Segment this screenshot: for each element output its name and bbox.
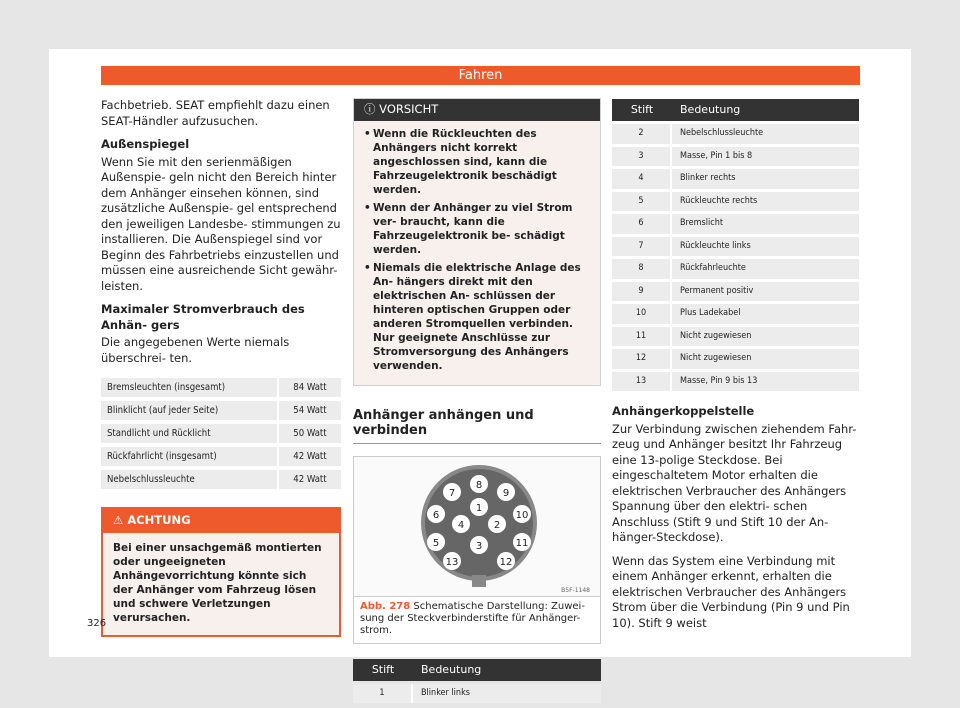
figure-label: Abb. 278 xyxy=(360,600,411,612)
pin-table-start xyxy=(353,656,601,707)
pin-number: 4 xyxy=(612,169,672,189)
section-title: Anhänger anhängen und verbinden xyxy=(353,408,601,444)
pin-label: 2 xyxy=(493,519,501,531)
warning-text: Bei einer unsachgemäß montierten oder ungeeigneten Anhängevorrichtung könnte sich der Anhänger vom Fahrzeug lösen und schwere Verletzungen verursachen. xyxy=(103,533,339,635)
pin-label: 3 xyxy=(475,540,483,552)
wattage-value: 42 Watt xyxy=(277,447,341,466)
connector-svg xyxy=(354,457,600,597)
column-left xyxy=(101,98,341,637)
column-right xyxy=(612,98,859,639)
warning-triangle-icon: ⚠ xyxy=(113,513,124,527)
table-row xyxy=(612,237,859,257)
pin-meaning: Bremslicht xyxy=(672,214,859,234)
pin-number: 9 xyxy=(612,282,672,302)
pin-label: 11 xyxy=(515,537,529,549)
table-row xyxy=(612,192,859,212)
table-row xyxy=(612,372,859,392)
col-header-meaning: Bedeutung xyxy=(672,99,859,121)
table-row xyxy=(612,349,859,369)
col-header-pin: Stift xyxy=(353,659,413,681)
intro-text: Fachbetrieb. SEAT empfiehlt dazu einen SEAT-Händler aufzusuchen. xyxy=(101,98,330,128)
connector-key xyxy=(472,575,486,587)
pin-label: 1 xyxy=(475,502,483,514)
table-row xyxy=(101,378,341,397)
consumer-label: Rückfahrlicht (insgesamt) xyxy=(101,447,277,466)
figure-caption-text: Schematische Darstellung: Zuwei- sung der Steckverbinderstifte für Anhänger- strom. xyxy=(360,600,585,636)
pin-number: 5 xyxy=(612,192,672,212)
pin-meaning: Plus Ladekabel xyxy=(672,304,859,324)
table-row xyxy=(612,124,859,144)
wattage-value: 50 Watt xyxy=(277,424,341,443)
pin-meaning: Permanent positiv xyxy=(672,282,859,302)
pin-meaning: Nebelschlussleuchte xyxy=(672,124,859,144)
consumer-label: Blinklicht (auf jeder Seite) xyxy=(101,401,277,420)
table-row xyxy=(101,424,341,443)
pin-label: 8 xyxy=(475,479,483,491)
pin-meaning: Masse, Pin 9 bis 13 xyxy=(672,372,859,392)
pin-meaning: Rückleuchte links xyxy=(672,237,859,257)
table-row xyxy=(612,282,859,302)
table-row xyxy=(612,214,859,234)
pin-number: 8 xyxy=(612,259,672,279)
pin-label: 7 xyxy=(448,487,456,499)
mirror-text: Wenn Sie mit den serienmäßigen Außenspie- geln nicht den Bereich hinter dem Anhänger einsehen können, sind zusätzliche Außenspie- gel entsprechend den jeweiligen Landesbe- stimmungen zu installieren. Die Außenspiegel sind vor Beginn des Fahrbetriebs einzustellen und müssen eine ausreichende Sicht gewähr- leisten. xyxy=(101,154,341,293)
pin-table-continued xyxy=(612,96,859,394)
caution-item: • Wenn die Rückleuchten des Anhängers nicht korrekt angeschlossen sind, kann die Fahrzeugelektronik beschädigt werden. xyxy=(364,127,590,197)
figure-code: B5F-1148 xyxy=(561,586,590,594)
wattage-value: 42 Watt xyxy=(277,470,341,489)
pin-meaning: Nicht zugewiesen xyxy=(672,349,859,369)
column-middle xyxy=(353,98,601,706)
caution-box xyxy=(353,98,601,386)
page-number: 326 xyxy=(87,618,107,629)
coupling-text-1: Zur Verbindung zwischen ziehendem Fahr- zeug und Anhänger besitzt Ihr Fahrzeug eine 13-polige Steckdose. Bei eingeschaltetem Motor erhalten die elektrischen Verbraucher des Anhängers Spannung über den elektri- schen Anschluss (Stift 9 und Stift 10 der An- hänger-Steckdose). xyxy=(612,421,857,544)
pin-number: 1 xyxy=(353,684,413,704)
pin-number: 3 xyxy=(612,147,672,167)
caution-title: VORSICHT xyxy=(379,102,439,116)
connector-diagram xyxy=(354,457,600,597)
caution-item: • Niemals die elektrische Anlage des An- hängers direkt mit den elektrischen An- schlüssen der hinteren optischen Gruppen oder anderen Stromquellen verbinden. Nur geeignete Anschlüsse zur Stromversorgung des Anhängers verwenden. xyxy=(364,261,590,373)
mirror-heading: Außenspiegel xyxy=(101,137,190,151)
table-row xyxy=(101,470,341,489)
col-header-meaning: Bedeutung xyxy=(413,659,601,681)
pin-number: 6 xyxy=(612,214,672,234)
power-text: Die angegebenen Werte niemals überschrei- ten. xyxy=(101,335,290,365)
caution-header xyxy=(354,99,600,121)
table-row xyxy=(612,304,859,324)
pin-meaning: Blinker rechts xyxy=(672,169,859,189)
warning-header xyxy=(103,509,339,533)
pin-number: 2 xyxy=(612,124,672,144)
warning-title: ACHTUNG xyxy=(127,513,191,527)
coupling-heading: Anhängerkoppelstelle xyxy=(612,404,755,418)
pin-number: 10 xyxy=(612,304,672,324)
pin-label: 12 xyxy=(499,556,513,568)
table-row xyxy=(353,684,601,704)
table-row xyxy=(612,259,859,279)
col-header-pin: Stift xyxy=(612,99,672,121)
warning-box xyxy=(101,507,341,637)
table-row xyxy=(612,169,859,189)
pin-label: 13 xyxy=(445,556,459,568)
power-heading: Maximaler Stromverbrauch des Anhän- gers xyxy=(101,302,305,332)
pin-number: 7 xyxy=(612,237,672,257)
table-row xyxy=(101,447,341,466)
power-table xyxy=(101,374,341,493)
figure xyxy=(353,456,601,644)
pin-meaning: Blinker links xyxy=(413,684,601,704)
pin-meaning: Rückfahrleuchte xyxy=(672,259,859,279)
pin-label: 5 xyxy=(432,537,440,549)
pin-label: 4 xyxy=(457,519,465,531)
consumer-label: Standlicht und Rücklicht xyxy=(101,424,277,443)
table-row xyxy=(612,147,859,167)
pin-number: 12 xyxy=(612,349,672,369)
pin-label: 6 xyxy=(432,509,440,521)
consumer-label: Nebelschlussleuchte xyxy=(101,470,277,489)
page-header: Fahren xyxy=(101,66,860,85)
pin-meaning: Masse, Pin 1 bis 8 xyxy=(672,147,859,167)
wattage-value: 54 Watt xyxy=(277,401,341,420)
figure-caption xyxy=(354,597,600,643)
pin-label: 9 xyxy=(502,487,510,499)
table-row xyxy=(612,327,859,347)
consumer-label: Bremsleuchten (insgesamt) xyxy=(101,378,277,397)
table-row xyxy=(101,401,341,420)
caution-item: • Wenn der Anhänger zu viel Strom ver- braucht, kann die Fahrzeugelektronik be- schädigt werden. xyxy=(364,201,590,257)
pin-meaning: Rückleuchte rechts xyxy=(672,192,859,212)
pin-meaning: Nicht zugewiesen xyxy=(672,327,859,347)
info-circle-icon: ⓘ xyxy=(364,102,376,116)
pin-number: 13 xyxy=(612,372,672,392)
pin-label: 10 xyxy=(515,509,529,521)
wattage-value: 84 Watt xyxy=(277,378,341,397)
coupling-text-2: Wenn das System eine Verbindung mit einem Anhänger erkennt, erhalten die elektrischen Verbraucher des Anhängers Strom über die Verbindung (Pin 9 und Pin 10). Stift 9 weist xyxy=(612,553,850,630)
caution-body xyxy=(354,121,600,385)
pin-number: 11 xyxy=(612,327,672,347)
